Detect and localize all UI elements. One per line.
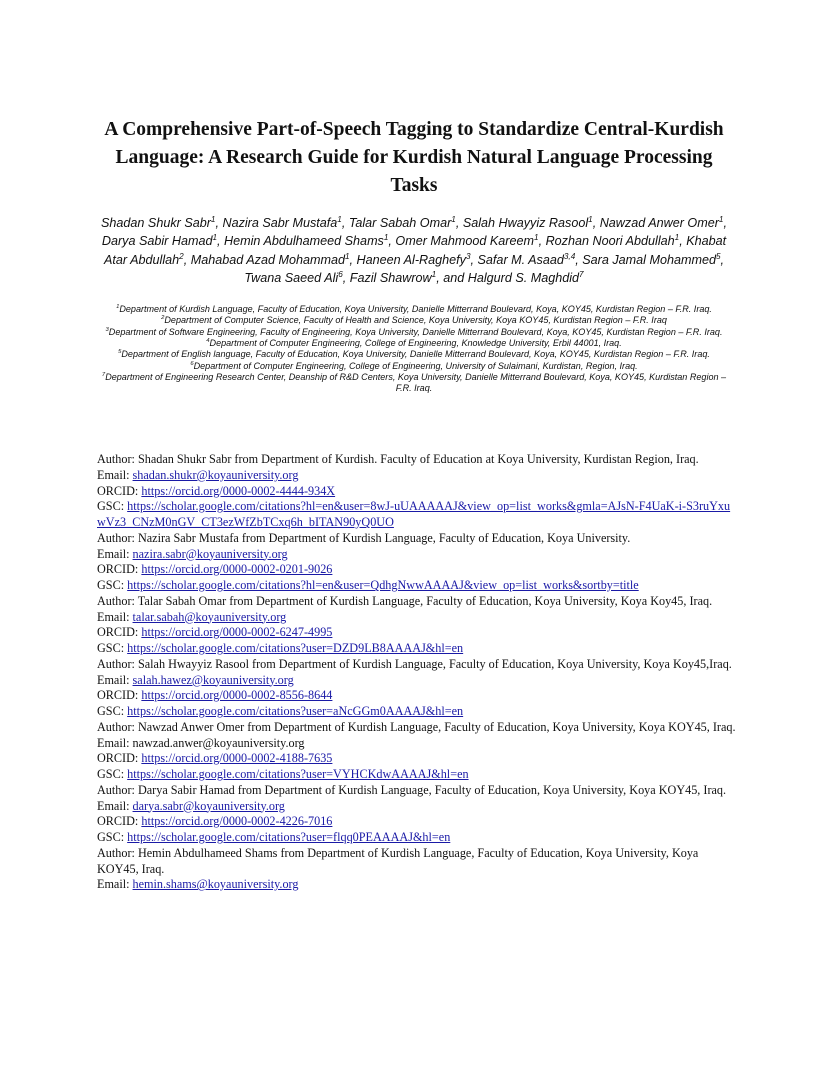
affiliation [96,349,732,360]
author-name: Mahabad Azad Mohammad [190,252,345,267]
affiliation [96,361,732,372]
author-name: Fazil Shawrow [349,271,432,286]
email-line [97,547,737,563]
author-name: Khabat Atar Abdullah [103,234,727,267]
email-link[interactable]: shadan.shukr@koyauniversity.org [132,467,299,482]
gsc-line [97,767,737,783]
email-line [97,736,737,752]
gsc-label: GSC: [97,830,125,844]
orcid-label: ORCID: [97,688,139,703]
author-affiliation-mark: 1 [383,233,389,243]
gsc-line [97,641,737,657]
author-contacts [97,452,737,893]
email-line [97,877,737,893]
email-label: Email: [97,467,130,482]
affiliation-number: 6 [190,360,194,367]
gsc-link[interactable]: https://scholar.google.com/citations?hl=en&user=8wJ-uUAAAAAJ&view_op=list_works&gmla=AJsN-F4UaK-i-S3ruYxuwVz3_CNzM0nGV_CT3ezWfZbTCxq6h_bITAN90yQ0UO [97,499,731,529]
author-name: Nawzad Anwer Omer [599,216,719,230]
affiliation-number: 2 [161,315,165,322]
email-label: Email: [97,609,130,624]
author-affiliation-mark: 1 [588,214,593,224]
author-bio-line: Author: Talar Sabah Omar from Department of Kurdish Language, Faculty of Education, Koya University, Koya Koy45, Iraq. [97,593,713,608]
gsc-link[interactable]: https://scholar.google.com/citations?user=flqq0PEAAAAJ&hl=en [127,830,451,844]
orcid-link[interactable]: https://orcid.org/0000-0002-6247-4995 [141,625,333,640]
gsc-line [97,704,737,720]
affiliation-text: Department of Computer Engineering, College of Engineering, Knowledge University, Erbil 44001, Iraq. [209,338,622,349]
affiliation [96,372,732,395]
author-affiliation-mark: 2 [179,251,184,261]
affiliation-text: Department of Kurdish Language, Faculty of Education, Koya University, Danielle Mitterrand Boulevard, Koya, KOY45, Kurdistan Region – F.R. Iraq. [119,304,712,314]
email-label: Email: [97,877,130,892]
affiliation-text: Department of Computer Engineering, College of Engineering, University of Sulaimani, Kurdistan, Region, Iraq. [193,360,638,371]
author-affiliation-mark: 1 [337,214,342,224]
author-affiliation-mark: 1 [718,214,724,224]
orcid-line [97,625,737,641]
orcid-link[interactable]: https://orcid.org/0000-0002-4226-7016 [141,814,333,829]
affiliation-number: 1 [116,303,120,310]
affiliation-list [96,304,732,395]
affiliation-number: 3 [105,326,109,333]
orcid-link[interactable]: https://orcid.org/0000-0002-0201-9026 [141,562,333,577]
orcid-link[interactable]: https://orcid.org/0000-0002-4444-934X [141,483,336,498]
email-line [97,673,737,689]
affiliation-number: 7 [101,372,106,379]
orcid-label: ORCID: [97,814,139,829]
gsc-label: GSC: [97,767,125,781]
gsc-line [97,578,737,594]
author-name: Halgurd S. Maghdid [467,271,580,286]
orcid-link[interactable]: https://orcid.org/0000-0002-8556-8644 [141,688,333,703]
affiliation-number: 4 [206,338,210,345]
author-affiliation-mark: 1 [674,233,680,243]
author-affiliation-mark: 1 [212,233,218,243]
orcid-label: ORCID: [97,483,139,498]
author-joiner: and [443,271,465,286]
gsc-line [97,830,737,846]
orcid-line [97,562,737,578]
orcid-line [97,484,737,500]
gsc-label: GSC: [97,578,125,592]
email-link[interactable]: nazira.sabr@koyauniversity.org [132,546,288,561]
author-name: Salah Hwayyiz Rasool [462,216,589,230]
gsc-label: GSC: [97,499,125,514]
author-name: Hemin Abdulhameed Shams [224,234,384,249]
author-name: Sara Jamal Mohammed [582,252,716,267]
author-affiliation-mark: 3,4 [563,251,576,261]
author-affiliation-mark: 3 [465,251,471,261]
author-affiliation-mark: 1 [344,251,350,261]
email-label: Email: [97,672,130,687]
affiliation-text: Department of Computer Science, Faculty of Health and Science, Koya University, Koya KOY45, Kurdistan Region – F.R. Iraq [164,315,667,326]
gsc-label: GSC: [97,641,125,655]
author-name: Haneen Al-Raghefy [356,252,466,267]
affiliation-text: Department of English language, Faculty of Education, Koya University, Danielle Mitterrand Boulevard, Koya, KOY45, Kurdistan Region – F.R. Iraq. [121,349,710,360]
author-bio-line: Author: Nawzad Anwer Omer from Department of Kurdish Language, Faculty of Education, Koya University, Koya KOY45, Iraq. [97,719,736,734]
orcid-link[interactable]: https://orcid.org/0000-0002-4188-7635 [141,751,333,766]
author-bio-line: Author: Salah Hwayyiz Rasool from Department of Kurdish Language, Faculty of Education, Koya University, Koya Koy45,Iraq. [97,656,732,671]
affiliation-number: 5 [118,349,122,356]
author-affiliation-mark: 7 [579,270,584,280]
email-line [97,610,737,626]
orcid-label: ORCID: [97,751,139,766]
email-link[interactable]: hemin.shams@koyauniversity.org [132,877,299,892]
author-name: Rozhan Noori Abdullah [545,234,675,249]
email-label: Email: [97,798,130,813]
email-text: nawzad.anwer@koyauniversity.org [132,735,305,750]
author-affiliation-mark: 5 [715,251,721,261]
author-affiliation-mark: 1 [451,214,456,224]
author-name: Shadan Shukr Sabr [101,216,211,230]
email-line [97,468,737,484]
author-list: Shadan Shukr Sabr$^1$, Nazira Sabr Mustafa$^1$, Talar Sabah Omar$^1$, Salah Hwayyiz Rasool$^1$, Nawzad Anwer Omer$^1$, Darya Sabir Hamad$^1$, Hemin Abdulhameed Shams$^1$, Omer Mahmood Kareem$^1$, Rozhan Noori Abdullah$^1$, Khabat Atar Abdullah$^2$, Mahabad Azad Mohammad$^1$, Haneen Al-Raghefy$^3$, Safar M. Asaad$^{3,4}$, Sara Jamal Mohammed$^5$, Twana Saeed Ali$^6$, Fazil Shawrow$^1$, and Halgurd S. Maghdid$^7$ [101,214,727,286]
gsc-link[interactable]: https://scholar.google.com/citations?user=DZD9LB8AAAAJ&hl=en [127,641,464,655]
author-bio-line: Author: Hemin Abdulhameed Shams from Department of Kurdish Language, Faculty of Education, Koya University, Koya KOY45, Iraq. [97,845,699,876]
author-affiliation-mark: 1 [431,270,437,280]
affiliation [96,327,732,338]
paper-title: A Comprehensive Part-of-Speech Tagging to Standardize Central-Kurdish Language: A Research Guide for Kurdish Natural Language Processing Tasks [104,119,724,196]
author-name: Darya Sabir Hamad [101,234,213,249]
affiliation [96,315,732,326]
email-label: Email: [97,546,130,561]
gsc-link[interactable]: https://scholar.google.com/citations?user=aNcGGm0AAAAJ&hl=en [127,704,464,718]
author-name: Talar Sabah Omar [348,216,452,230]
author-name: Nazira Sabr Mustafa [222,216,338,230]
orcid-label: ORCID: [97,625,139,640]
author-affiliation-mark: 1 [534,233,539,243]
author-bio-line: Author: Nazira Sabr Mustafa from Department of Kurdish Language, Faculty of Education, Koya University. [97,530,631,545]
author-name: Safar M. Asaad [477,252,564,267]
orcid-line [97,814,737,830]
email-link[interactable]: darya.sabr@koyauniversity.org [132,798,285,813]
author-name: Omer Mahmood Kareem [395,234,535,249]
orcid-label: ORCID: [97,562,139,577]
email-line [97,799,737,815]
affiliation [96,338,732,349]
affiliation-text: Department of Engineering Research Center, Deanship of R&D Centers, Koya University, Danielle Mitterrand Boulevard, Koya, KOY45, Kurdistan Region – F.R. Iraq. [105,372,727,394]
gsc-label: GSC: [97,704,125,718]
email-link[interactable]: salah.hawez@koyauniversity.org [132,672,294,687]
author-bio-line: Author: Shadan Shukr Sabr from Department of Kurdish. Faculty of Education at Koya University, Kurdistan Region, Iraq. [97,452,699,466]
affiliation-text: Department of Software Engineering, Faculty of Engineering, Koya University, Danielle Mitterrand Boulevard, Koya, KOY45, Kurdistan Region – F.R. Iraq. [108,326,723,337]
orcid-line [97,688,737,704]
gsc-line [97,499,737,531]
affiliation [96,304,732,315]
email-link[interactable]: talar.sabah@koyauniversity.org [132,609,287,624]
email-label: Email: [97,735,130,750]
author-affiliation-mark: 6 [338,270,343,280]
gsc-link[interactable]: https://scholar.google.com/citations?user=VYHCKdwAAAAJ&hl=en [127,767,469,781]
author-affiliation-mark: 1 [210,214,216,224]
author-bio-line: Author: Darya Sabir Hamad from Department of Kurdish Language, Faculty of Education, Koya University, Koya KOY45, Iraq. [97,782,727,797]
author-name: Twana Saeed Ali [244,271,339,286]
gsc-link[interactable]: https://scholar.google.com/citations?hl=en&user=QdhgNwwAAAAJ&view_op=list_works&sortby=title [127,578,639,592]
orcid-line [97,751,737,767]
